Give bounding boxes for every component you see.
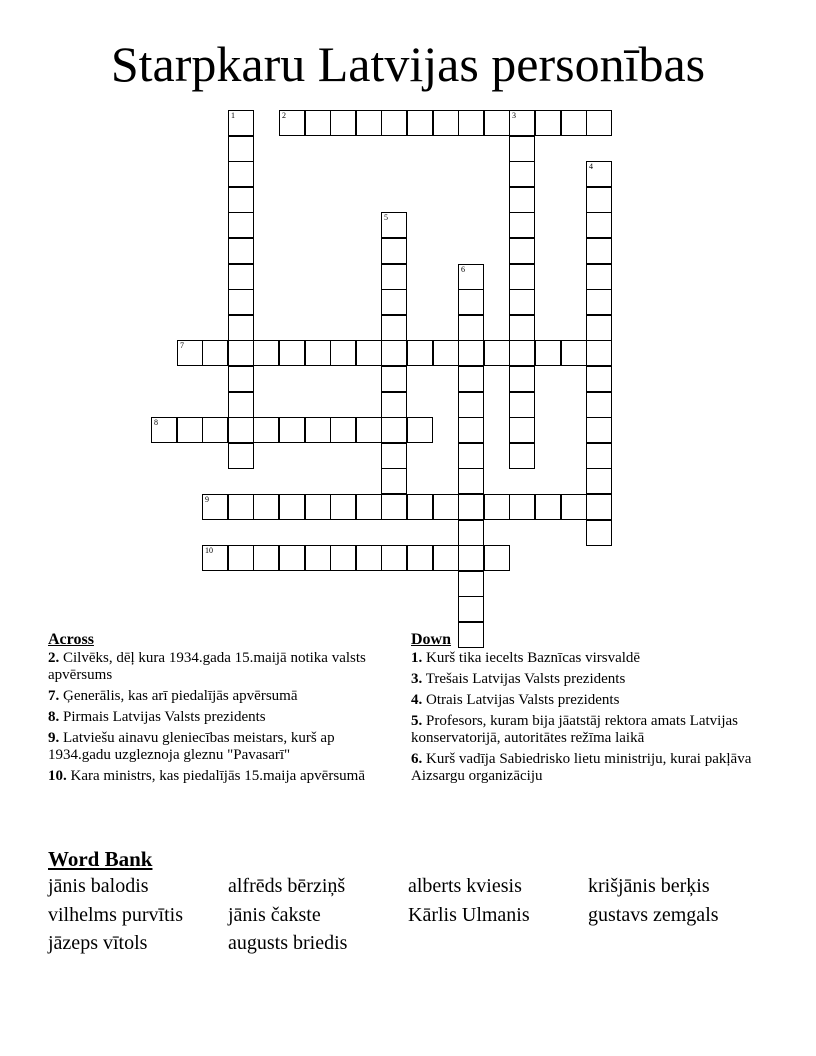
word-bank-list [48,872,768,958]
crossword-cell[interactable] [561,494,587,520]
crossword-cell[interactable] [586,494,612,520]
crossword-cell[interactable] [253,417,279,443]
crossword-cell[interactable] [586,520,612,546]
clue-text: Kurš vadīja Sabiedrisko lietu ministriju, kurai pakļāva Aizsargu organizāciju [411,751,752,784]
crossword-cell[interactable] [381,443,407,469]
crossword-cell[interactable] [253,340,279,366]
crossword-cell[interactable] [484,340,510,366]
crossword-cell[interactable] [356,110,382,136]
crossword-cell[interactable] [253,494,279,520]
crossword-cell[interactable] [433,340,459,366]
crossword-cell[interactable] [228,238,254,264]
cell-number: 6 [461,265,465,274]
crossword-cell[interactable] [586,264,612,290]
clue-text: Cilvēks, dēļ kura 1934.gada 15.maijā notika valsts apvērsums [48,650,366,683]
crossword-cell[interactable] [305,340,331,366]
crossword-cell[interactable] [509,187,535,213]
word-bank [48,847,768,958]
clue-text: Otrais Latvijas Valsts prezidents [426,692,620,708]
across-clue [48,768,388,785]
crossword-cell[interactable] [228,264,254,290]
crossword-cell[interactable] [407,340,433,366]
crossword-cell[interactable] [509,136,535,162]
cell-number: 8 [154,418,158,427]
crossword-cell[interactable] [407,545,433,571]
crossword-cell[interactable] [330,494,356,520]
crossword-cell[interactable] [458,340,484,366]
crossword-cell[interactable] [381,392,407,418]
crossword-cell[interactable] [202,545,228,571]
crossword-cell[interactable] [253,545,279,571]
crossword-cell[interactable] [202,494,228,520]
crossword-cell[interactable] [586,187,612,213]
crossword-cell[interactable] [381,340,407,366]
cell-number: 9 [205,495,209,504]
cell-number: 3 [512,111,516,120]
crossword-cell[interactable] [305,494,331,520]
crossword-cell[interactable] [381,110,407,136]
clue-text: Ģenerālis, kas arī piedalījās apvērsumā [63,688,298,704]
crossword-cell[interactable] [586,392,612,418]
crossword-cell[interactable] [330,417,356,443]
crossword-cell[interactable] [458,264,484,290]
crossword-cell[interactable] [458,520,484,546]
crossword-cell[interactable] [330,340,356,366]
crossword-cell[interactable] [586,212,612,238]
crossword-cell[interactable] [279,110,305,136]
word-bank-item: jānis balodis [48,875,149,897]
cell-number: 10 [205,546,213,555]
crossword-cell[interactable] [305,417,331,443]
crossword-cell[interactable] [458,571,484,597]
crossword-cell[interactable] [484,494,510,520]
crossword-cell[interactable] [279,417,305,443]
crossword-cell[interactable] [228,315,254,341]
crossword-cell[interactable] [509,443,535,469]
crossword-cell[interactable] [586,366,612,392]
crossword-cell[interactable] [228,494,254,520]
crossword-cell[interactable] [484,545,510,571]
across-clue [48,730,388,764]
crossword-cell[interactable] [202,417,228,443]
crossword-cell[interactable] [228,110,254,136]
crossword-cell[interactable] [407,417,433,443]
word-bank-item: vilhelms purvītis [48,903,183,926]
clue-number: 8. [48,709,60,725]
crossword-cell[interactable] [561,110,587,136]
across-clue [48,650,388,684]
crossword-cell[interactable] [381,238,407,264]
crossword-cell[interactable] [509,340,535,366]
crossword-cell[interactable] [381,468,407,494]
crossword-cell[interactable] [228,392,254,418]
word-bank-item: jāzeps vītols [48,932,148,954]
crossword-cell[interactable] [586,417,612,443]
crossword-cell[interactable] [356,494,382,520]
down-clue [411,751,771,785]
crossword-cell[interactable] [509,392,535,418]
clue-text: Pirmais Latvijas Valsts prezidents [63,709,266,725]
crossword-cell[interactable] [228,136,254,162]
crossword-cell[interactable] [458,596,484,622]
crossword-cell[interactable] [356,417,382,443]
crossword-cell[interactable] [509,494,535,520]
crossword-cell[interactable] [509,110,535,136]
crossword-cell[interactable] [356,545,382,571]
crossword-cell[interactable] [151,417,177,443]
crossword-cell[interactable] [586,238,612,264]
crossword-cell[interactable] [458,366,484,392]
crossword-cell[interactable] [228,289,254,315]
crossword-cell[interactable] [484,110,510,136]
crossword-cell[interactable] [458,494,484,520]
crossword-cell[interactable] [586,289,612,315]
clue-number: 7. [48,688,60,704]
clue-text: Kurš tika iecelts Baznīcas virsvaldē [426,650,641,666]
clue-text: Profesors, kuram bija jāatstāj rektora amats Latvijas konservatorijā, autoritātes režīma laikā [411,713,738,746]
crossword-cell[interactable] [228,443,254,469]
word-bank-item: krišjānis berķis [588,875,710,897]
crossword-cell[interactable] [228,545,254,571]
crossword-cell[interactable] [586,443,612,469]
crossword-cell[interactable] [228,212,254,238]
crossword-cell[interactable] [458,289,484,315]
crossword-cell[interactable] [330,110,356,136]
clue-number: 3. [411,671,423,687]
crossword-cell[interactable] [509,238,535,264]
page-title: Starpkaru Latvijas personības [110,36,706,92]
word-bank-item: Kārlis Ulmanis [408,903,530,926]
clue-number: 1. [411,650,423,666]
crossword-cell[interactable] [279,545,305,571]
cell-number: 2 [282,111,286,120]
crossword-cell[interactable] [228,187,254,213]
crossword-cell[interactable] [458,443,484,469]
crossword-cell[interactable] [356,340,382,366]
crossword-cell[interactable] [458,468,484,494]
crossword-cell[interactable] [381,366,407,392]
crossword-cell[interactable] [381,545,407,571]
crossword-cell[interactable] [279,494,305,520]
crossword-cell[interactable] [509,264,535,290]
crossword-cell[interactable] [228,340,254,366]
across-clue [48,688,388,705]
crossword-cell[interactable] [381,315,407,341]
clue-number: 9. [48,730,60,746]
crossword-cell[interactable] [381,417,407,443]
crossword-cell[interactable] [535,494,561,520]
crossword-cell[interactable] [228,366,254,392]
crossword-cell[interactable] [433,110,459,136]
crossword-cell[interactable] [228,417,254,443]
crossword-cell[interactable] [586,340,612,366]
crossword-cell[interactable] [561,340,587,366]
crossword-cell[interactable] [305,545,331,571]
down-clue [411,713,771,747]
down-clue [411,671,771,688]
crossword-cell[interactable] [381,289,407,315]
crossword-cell[interactable] [202,340,228,366]
word-bank-heading: Word Bank [48,847,153,871]
crossword-cell[interactable] [458,315,484,341]
clue-number: 2. [48,650,60,666]
crossword-cell[interactable] [535,340,561,366]
crossword-cell[interactable] [433,494,459,520]
crossword-cell[interactable] [433,545,459,571]
crossword-cell[interactable] [458,392,484,418]
word-bank-item: gustavs zemgals [588,903,719,926]
word-bank-item: alfrēds bērziņš [228,875,346,897]
crossword-cell[interactable] [407,494,433,520]
down-clue [411,650,771,667]
cell-number: 5 [384,213,388,222]
crossword-cell[interactable] [458,417,484,443]
crossword-cell[interactable] [330,545,356,571]
crossword-cell[interactable] [305,110,331,136]
cell-number: 4 [589,162,593,171]
clue-number: 5. [411,713,423,729]
crossword-cell[interactable] [279,340,305,366]
clue-number: 4. [411,692,423,708]
clue-number: 6. [411,751,423,767]
clue-text: Trešais Latvijas Valsts prezidents [425,671,626,687]
down-clues [411,631,771,789]
across-clues [48,631,388,789]
crossword-cell[interactable] [177,417,203,443]
crossword-cell[interactable] [458,110,484,136]
across-clue [48,709,388,726]
crossword-cell[interactable] [586,110,612,136]
crossword-cell[interactable] [509,212,535,238]
word-bank-item: alberts kviesis [408,875,522,897]
crossword-cell[interactable] [509,366,535,392]
down-heading: Down [411,631,452,648]
crossword-cell[interactable] [228,161,254,187]
crossword-cell[interactable] [381,264,407,290]
cell-number: 7 [180,341,184,350]
crossword-cell[interactable] [535,110,561,136]
clue-text: Latviešu ainavu gleniecības meistars, kurš ap 1934.gadu uzgleznoja gleznu "Pavasarī" [48,730,335,763]
crossword-cell[interactable] [509,289,535,315]
cell-number: 1 [231,111,235,120]
word-bank-item: jānis čakste [228,903,321,926]
crossword-cell[interactable] [381,212,407,238]
crossword-cell[interactable] [586,161,612,187]
crossword-cell[interactable] [458,545,484,571]
crossword-cell[interactable] [407,110,433,136]
crossword-cell[interactable] [586,315,612,341]
crossword-cell[interactable] [381,494,407,520]
clue-number: 10. [48,768,67,784]
across-heading: Across [48,631,94,648]
clue-text: Kara ministrs, kas piedalījās 15.maija apvērsumā [70,768,365,784]
crossword-cell[interactable] [509,417,535,443]
word-bank-item: augusts briedis [228,932,348,954]
down-clue [411,692,771,709]
crossword-cell[interactable] [509,315,535,341]
crossword-cell[interactable] [177,340,203,366]
crossword-cell[interactable] [509,161,535,187]
crossword-cell[interactable] [586,468,612,494]
